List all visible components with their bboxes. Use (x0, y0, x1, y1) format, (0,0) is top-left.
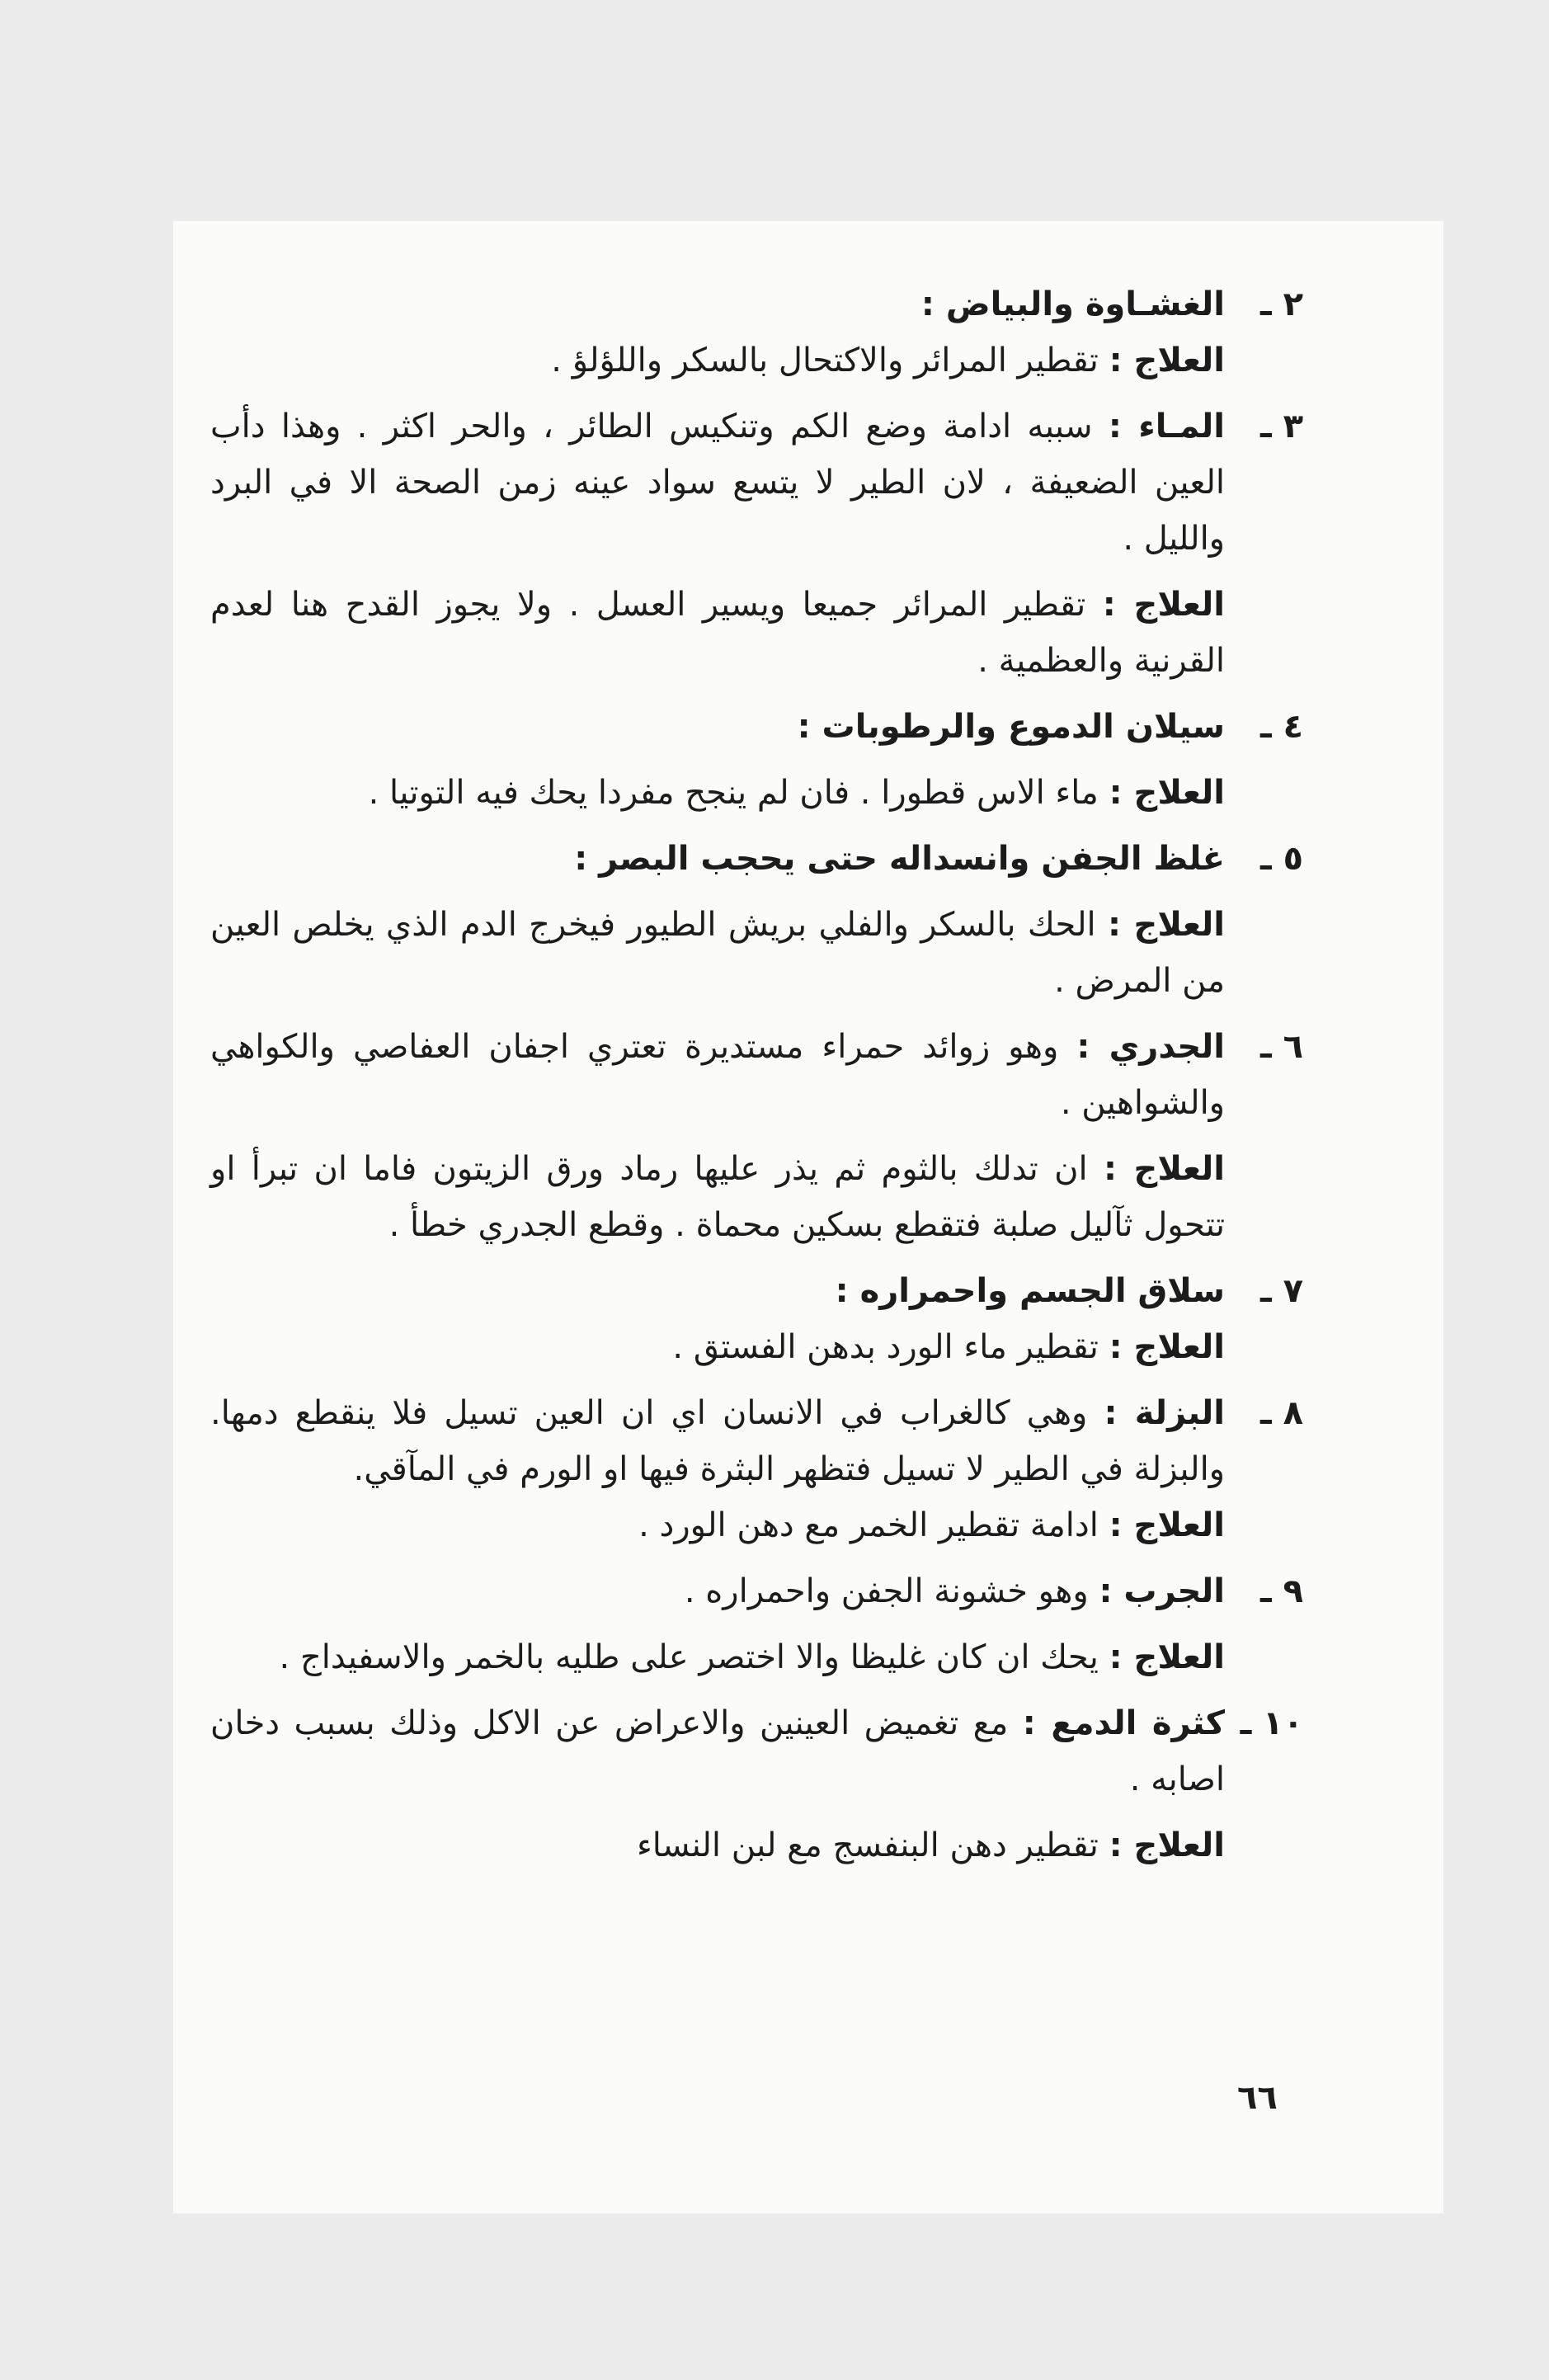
treatment-4 (210, 765, 1225, 821)
treatment-text: يحك ان كان غليظا والا اختصر على طليه بالخمر والاسفيداج . (279, 1638, 1099, 1676)
treatment-text: الحك بالسكر والفلي بريش الطيور فيخرج الدم الذي يخلص العين من المرض . (210, 906, 1225, 1000)
entry-number: ٥ ـ (1259, 840, 1303, 878)
entry-title: الغشـاوة والبياض : (920, 285, 1225, 323)
treatment-9 (210, 1629, 1225, 1685)
entry-6 (210, 1019, 1303, 1131)
entry-text: وهو خشونة الجفن واحمراره . (684, 1572, 1089, 1610)
treatment-text: تقطير المرائر والاكتحال بالسكر واللؤلؤ . (551, 342, 1099, 379)
entry-number: ٦ ـ (1259, 1028, 1303, 1066)
entry-9 (210, 1563, 1303, 1619)
entry-number: ٣ ـ (1259, 408, 1303, 445)
treatment-7 (210, 1319, 1225, 1375)
entry-number: ٤ ـ (1259, 708, 1303, 746)
entry-title: الجدري : (1076, 1028, 1225, 1066)
treatment-text: تقطير ماء الورد بدهن الفستق . (672, 1328, 1099, 1366)
entry-number: ٨ ـ (1259, 1394, 1303, 1432)
treatment-3 (210, 577, 1225, 689)
treatment-10 (210, 1817, 1225, 1873)
entry-number: ١٠ ـ (1240, 1704, 1303, 1742)
entry-title: كثرة الدمع : (1022, 1704, 1226, 1742)
entry-4 (210, 699, 1303, 755)
page-number: ٦٦ (1237, 2079, 1278, 2117)
entry-number: ٢ ـ (1259, 285, 1303, 323)
entry-7 (210, 1263, 1303, 1319)
entry-title: سيلان الدموع والرطوبات : (797, 708, 1225, 746)
entry-title: المـاء : (1108, 408, 1225, 445)
treatment-label: العلاج : (1109, 1328, 1225, 1366)
entry-title: سلاق الجسم واحمراره : (835, 1272, 1225, 1310)
treatment-label: العلاج : (1109, 1826, 1225, 1864)
entry-10 (210, 1695, 1303, 1807)
treatment-label: العلاج : (1109, 1638, 1225, 1676)
treatment-8 (210, 1497, 1225, 1553)
treatment-text: ماء الاس قطورا . فان لم ينجح مفردا يحك فيه التوتيا . (368, 774, 1099, 812)
treatment-label: العلاج : (1108, 906, 1226, 944)
entry-8 (210, 1385, 1303, 1497)
treatment-2 (210, 332, 1225, 389)
treatment-label: العلاج : (1102, 586, 1225, 624)
treatment-text: تقطير المرائر جميعا ويسير العسل . ولا يجوز القدح هنا لعدم القرنية والعظمية . (210, 586, 1225, 680)
treatment-text: ان تدلك بالثوم ثم يذر عليها رماد ورق الزيتون فاما ان تبرأ او تتحول ثآليل صلبة فتقطع بسكين محماة . وقطع الجدري خطأ . (210, 1150, 1225, 1244)
treatment-label: العلاج : (1109, 342, 1225, 379)
page-body (210, 276, 1303, 1873)
treatment-6 (210, 1141, 1225, 1253)
entry-number: ٧ ـ (1259, 1272, 1303, 1310)
entry-text: مع تغميض العينين والاعراض عن الاكل وذلك بسبب دخان اصابه . (210, 1704, 1225, 1798)
entry-title: البزلة : (1104, 1394, 1226, 1432)
entry-5 (210, 831, 1303, 887)
treatment-text: تقطير دهن البنفسج مع لبن النساء (636, 1826, 1099, 1864)
treatment-label: العلاج : (1103, 1150, 1226, 1188)
treatment-5 (210, 897, 1225, 1009)
entry-text: وهي كالغراب في الانسان اي ان العين تسيل فلا ينقطع دمها. والبزلة في الطير لا تسيل فتظهر البثرة فيها او الورم في المآقي. (210, 1394, 1225, 1488)
entry-title: الجرب : (1099, 1572, 1225, 1610)
entry-3 (210, 398, 1303, 567)
entry-title: غلظ الجفن وانسداله حتى يحجب البصر : (574, 840, 1225, 878)
treatment-label: العلاج : (1109, 1506, 1225, 1544)
treatment-label: العلاج : (1109, 774, 1225, 812)
entry-2 (210, 276, 1303, 332)
treatment-text: ادامة تقطير الخمر مع دهن الورد . (638, 1506, 1099, 1544)
entry-number: ٩ ـ (1259, 1572, 1303, 1610)
entry-text: سببه ادامة وضع الكم وتنكيس الطائر ، والحر اكثر . وهذا دأب العين الضعيفة ، لان الطير لا يتسع سواد عينه زمن الصحة الا في البرد والليل . (210, 408, 1225, 558)
entry-text: وهو زوائد حمراء مستديرة تعتري اجفان العفاصي والكواهي والشواهين . (210, 1028, 1225, 1122)
